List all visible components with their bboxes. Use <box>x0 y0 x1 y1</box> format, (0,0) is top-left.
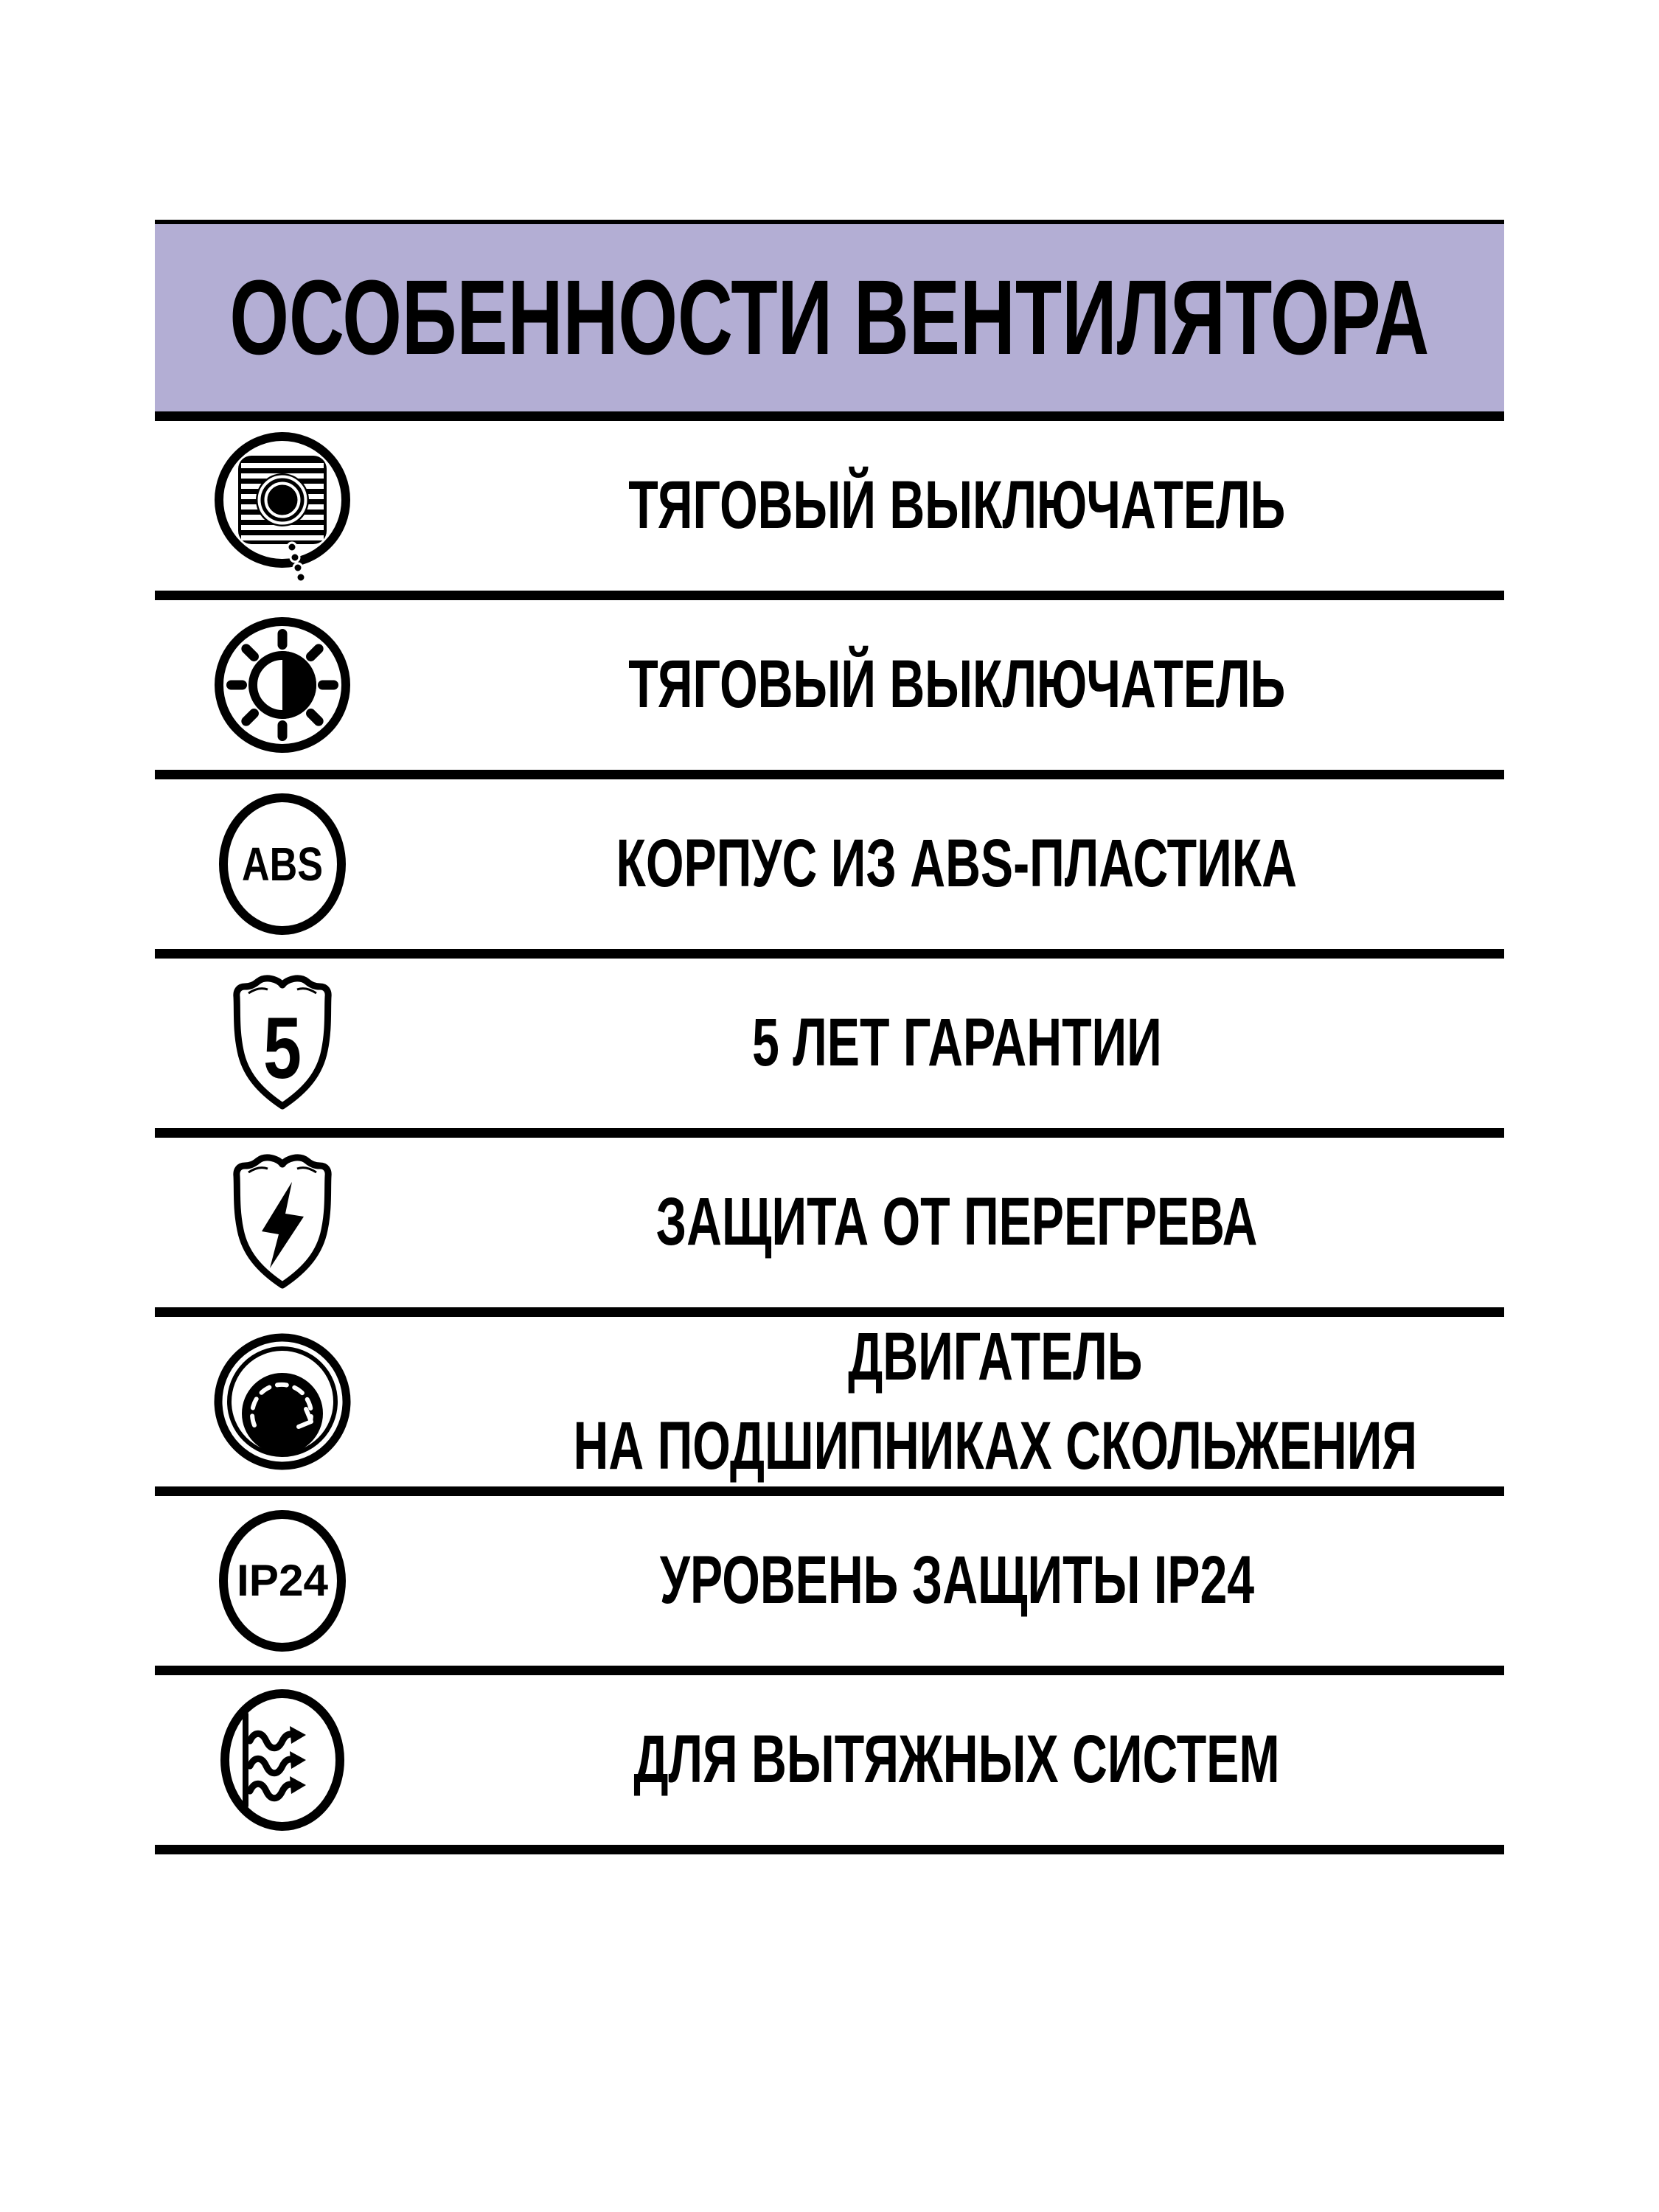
feature-text-cell <box>409 1312 1581 1492</box>
ip24-badge-label: IP24 <box>236 1556 329 1605</box>
header-banner <box>155 220 1504 411</box>
sliding-bearing-icon <box>209 1328 356 1475</box>
exhaust-airflow-icon <box>209 1686 356 1834</box>
feature-label: КОРПУС ИЗ ABS-ПЛАСТИКА <box>616 826 1298 902</box>
feature-row <box>155 779 1504 949</box>
feature-icon-cell <box>155 1149 409 1296</box>
divider <box>155 1666 1504 1675</box>
feature-text-cell <box>409 1537 1504 1625</box>
feature-icon-cell <box>155 970 409 1117</box>
feature-text-cell <box>409 641 1504 729</box>
feature-text-cell <box>409 820 1504 908</box>
feature-label: ТЯГОВЫЙ ВЫКЛЮЧАТЕЛЬ <box>628 467 1285 543</box>
features-panel <box>155 220 1504 1854</box>
feature-row <box>155 600 1504 770</box>
feature-label: ТЯГОВЫЙ ВЫКЛЮЧАТЕЛЬ <box>628 647 1285 723</box>
feature-label <box>574 1312 1417 1492</box>
feature-icon-cell <box>155 611 409 759</box>
divider <box>155 770 1504 779</box>
divider <box>155 1845 1504 1854</box>
warranty-years-label: 5 <box>262 1000 302 1097</box>
feature-label: 5 ЛЕТ ГАРАНТИИ <box>751 1005 1162 1081</box>
feature-label-line1: ДВИГАТЕЛЬ <box>848 1318 1143 1394</box>
shield-lightning-icon <box>209 1149 356 1296</box>
divider <box>155 591 1504 600</box>
page-title: ОСОБЕННОСТИ ВЕНТИЛЯТОРА <box>229 258 1430 377</box>
abs-badge-label: ABS <box>241 838 323 891</box>
brightness-sun-icon <box>209 611 356 759</box>
abs-badge-icon <box>209 790 356 938</box>
feature-text-cell <box>409 462 1504 550</box>
fan-with-pull-cord-icon <box>209 429 356 582</box>
ip24-badge-icon <box>209 1507 356 1655</box>
feature-icon-cell <box>155 790 409 938</box>
feature-text-cell <box>409 1716 1504 1804</box>
feature-row <box>155 1317 1504 1486</box>
feature-label: ЗАЩИТА ОТ ПЕРЕГРЕВА <box>655 1184 1258 1260</box>
feature-label: ДЛЯ ВЫТЯЖНЫХ СИСТЕМ <box>633 1722 1280 1798</box>
feature-icon-cell <box>155 429 409 582</box>
feature-text-cell <box>409 999 1504 1088</box>
feature-label: УРОВЕНЬ ЗАЩИТЫ IP24 <box>659 1543 1254 1618</box>
airflow-waves <box>250 1726 306 1798</box>
divider <box>155 949 1504 959</box>
feature-row <box>155 959 1504 1128</box>
warranty-shield-icon <box>209 970 356 1117</box>
feature-icon-cell <box>155 1686 409 1834</box>
feature-row <box>155 1138 1504 1307</box>
feature-row <box>155 1496 1504 1666</box>
feature-label-line2: НА ПОДШИПНИКАХ СКОЛЬЖЕНИЯ <box>573 1408 1417 1484</box>
feature-row <box>155 421 1504 591</box>
feature-row <box>155 1675 1504 1845</box>
feature-icon-cell <box>155 1507 409 1655</box>
feature-text-cell <box>409 1178 1504 1267</box>
divider <box>155 1128 1504 1138</box>
divider <box>155 411 1504 421</box>
feature-icon-cell <box>155 1328 409 1475</box>
